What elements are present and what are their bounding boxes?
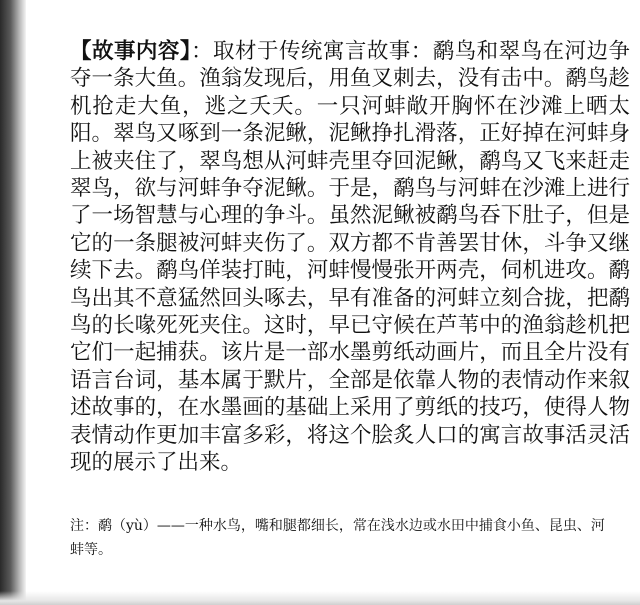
footnote: 注：鹬（yù）——一种水鸟，嘴和腿都细长，常在浅水边或水田中捕食小鱼、昆虫、河蚌等。 bbox=[70, 518, 605, 558]
book-spine-shadow bbox=[0, 0, 26, 605]
section-heading: 【故事内容】 bbox=[70, 39, 192, 64]
story-paragraph bbox=[70, 38, 630, 477]
story-text: ：取材于传统寓言故事：鹬鸟和翠鸟在河边争夺一条大鱼。渔翁发现后，用鱼叉刺去，没有击中。鹬鸟趁机抢走大鱼，逃之夭夭。一只河蚌敞开胸怀在沙滩上晒太阳。翠鸟又啄到一条泥鳅，泥鳅挣扎滑落，正好掉在河蚌身上被夹住了，翠鸟想从河蚌壳里夺回泥鳅，鹬鸟又飞来赶走翠鸟，欲与河蚌争夺泥鳅。于是，鹬鸟与河蚌在沙滩上进行了一场智慧与心理的争斗。虽然泥鳅被鹬鸟吞下肚子，但是它的一条腿被河蚌夹伤了。双方都不肯善罢甘休，斗争又继续下去。鹬鸟佯装打盹，河蚌慢慢张开两壳，伺机进攻。鹬鸟出其不意猛然回头啄去，早有准备的河蚌立刻合拢，把鹬鸟的长喙死死夹住。这时，早已守候在芦苇中的渔翁趁机把它们一起捕获。该片是一部水墨剪纸动画片，而且全片没有语言台词，基本属于默片，全部是依靠人物的表情动作来叙述故事的，在水墨画的基础上采用了剪纸的技巧，使得人物表情动作更加丰富多彩，将这个脍炙人口的寓言故事活灵活现的展示了出来。 bbox=[70, 39, 630, 476]
page-bottom-shadow bbox=[0, 591, 640, 605]
story-content bbox=[70, 38, 630, 477]
